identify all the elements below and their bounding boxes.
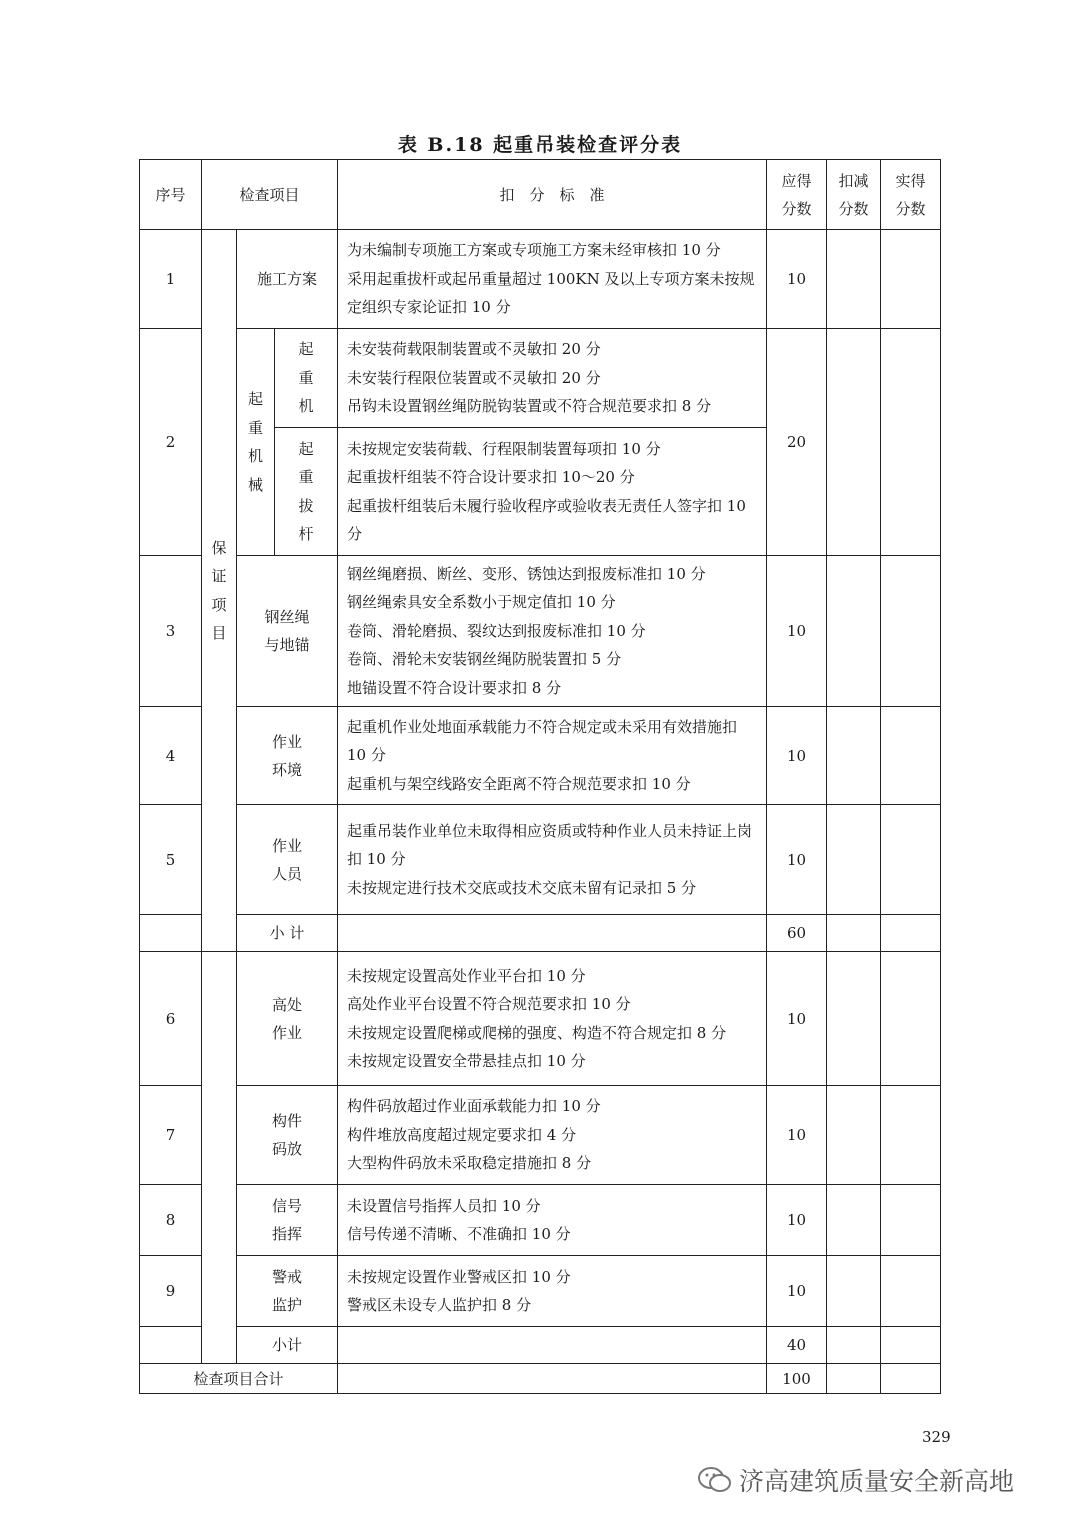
criteria-line: 采用起重拔杆或起吊重量超过 100KN 及以上专项方案未按规定组织专家论证扣 10 分 [347, 269, 755, 317]
row-criteria [338, 230, 767, 329]
item-line: 环境 [271, 760, 302, 779]
item-line: 高处 [271, 995, 302, 1014]
vertical-label: 起重机 [298, 340, 314, 416]
row-seq: 8 [140, 1185, 202, 1256]
row-criteria [338, 329, 767, 428]
criteria-line: 未按规定安装荷载、行程限制装置每项扣 10 分 [347, 439, 661, 458]
row-item [237, 707, 338, 805]
vertical-label: 起重拔杆 [298, 439, 314, 543]
criteria-line: 起重拔杆组装不符合设计要求扣 10～20 分 [347, 468, 635, 487]
table-row [140, 556, 941, 707]
criteria-line: 高处作业平台设置不符合规范要求扣 10 分 [347, 995, 631, 1014]
text-line: 分数 [895, 199, 926, 218]
row-score: 10 [767, 1185, 827, 1256]
subtotal-seq-empty [140, 1327, 202, 1364]
text-line: 实得 [895, 171, 926, 190]
deduct-score-cell [827, 1086, 881, 1185]
table-row [140, 1327, 941, 1364]
row-score: 10 [767, 707, 827, 805]
row-subitem [275, 329, 338, 428]
criteria-line: 卷筒、滑轮磨损、裂纹达到报废标准扣 10 分 [347, 621, 646, 640]
table-row [140, 329, 941, 428]
item-line: 码放 [271, 1140, 302, 1159]
row-score: 10 [767, 1086, 827, 1185]
criteria-line: 起重拔杆组装后未履行验收程序或验收表无责任人签字扣 10 分 [347, 496, 746, 543]
total-score: 100 [767, 1364, 827, 1394]
text-line: 扣减 [838, 171, 869, 190]
item-line: 钢丝绳 [264, 608, 310, 627]
table-row [140, 915, 941, 952]
row-criteria [338, 805, 767, 915]
total-criteria-empty [338, 1364, 767, 1394]
deduct-score-cell [827, 952, 881, 1086]
row-seq: 5 [140, 805, 202, 915]
subtotal-label: 小计 [237, 1327, 338, 1364]
header-due-score [767, 160, 827, 230]
row-criteria [338, 428, 767, 556]
item-line: 构件 [271, 1112, 302, 1131]
group-guarantee [202, 230, 237, 952]
watermark-text: 济高建筑质量安全新高地 [739, 1467, 1015, 1496]
criteria-line: 构件堆放高度超过规定要求扣 4 分 [347, 1125, 577, 1144]
row-score: 10 [767, 805, 827, 915]
subtotal-score: 40 [767, 1327, 827, 1364]
row-item [237, 1256, 338, 1327]
actual-score-cell [881, 1086, 941, 1185]
actual-score-cell [881, 805, 941, 915]
criteria-line: 为未编制专项施工方案或专项施工方案未经审核扣 10 分 [347, 241, 721, 260]
subtotal-seq-empty [140, 915, 202, 952]
row-score: 20 [767, 329, 827, 556]
criteria-line: 起重机与架空线路安全距离不符合规范要求扣 10 分 [347, 774, 691, 793]
row-criteria [338, 1086, 767, 1185]
row-criteria [338, 1256, 767, 1327]
actual-score-cell [881, 230, 941, 329]
row-item [237, 556, 338, 707]
header-criteria: 扣 分 标 准 [338, 160, 767, 230]
actual-score-cell [881, 1327, 941, 1364]
criteria-line: 卷筒、滑轮未安装钢丝绳防脱装置扣 5 分 [347, 650, 622, 669]
subtotal-criteria-empty [338, 915, 767, 952]
criteria-line: 大型构件码放未采取稳定措施扣 8 分 [347, 1154, 592, 1173]
criteria-line: 未安装荷载限制装置或不灵敏扣 20 分 [347, 340, 601, 359]
criteria-line: 构件码放超过作业面承载能力扣 10 分 [347, 1097, 601, 1116]
item-line: 作业 [271, 732, 302, 751]
row-seq: 1 [140, 230, 202, 329]
criteria-line: 未安装行程限位装置或不灵敏扣 20 分 [347, 368, 601, 387]
deduct-score-cell [827, 1256, 881, 1327]
criteria-line: 起重吊装作业单位未取得相应资质或特种作业人员未持证上岗扣 10 分 [347, 821, 753, 869]
text-line: 分数 [781, 199, 812, 218]
actual-score-cell [881, 329, 941, 556]
deduct-score-cell [827, 1327, 881, 1364]
actual-score-cell [881, 952, 941, 1086]
deduct-score-cell [827, 915, 881, 952]
table-title: 表 B.18 起重吊装检查评分表 [397, 134, 683, 156]
row-score: 10 [767, 556, 827, 707]
item-line: 与地锚 [264, 636, 310, 655]
deduct-score-cell [827, 329, 881, 556]
row-criteria [338, 707, 767, 805]
deduct-score-cell [827, 556, 881, 707]
item-line: 信号 [271, 1197, 302, 1216]
text-line: 分数 [838, 199, 869, 218]
deduct-score-cell [827, 707, 881, 805]
row-seq: 4 [140, 707, 202, 805]
item-line: 警戒 [271, 1268, 302, 1287]
row-item [237, 805, 338, 915]
criteria-line: 起重机作业处地面承载能力不符合规定或未采用有效措施扣 10 分 [347, 717, 738, 765]
criteria-line: 吊钩未设置钢丝绳防脱钩装置或不符合规范要求扣 8 分 [347, 397, 712, 416]
criteria-line: 未按规定设置安全带悬挂点扣 10 分 [347, 1051, 586, 1070]
criteria-line: 钢丝绳索具安全系数小于规定值扣 10 分 [347, 593, 616, 612]
criteria-line: 信号传递不清晰、不准确扣 10 分 [347, 1225, 571, 1244]
row-item [237, 1185, 338, 1256]
row-seq: 2 [140, 329, 202, 556]
total-label: 检查项目合计 [140, 1364, 338, 1394]
criteria-line: 未按规定设置爬梯或爬梯的强度、构造不符合规定扣 8 分 [347, 1023, 727, 1042]
deduct-score-cell [827, 230, 881, 329]
row-score: 10 [767, 230, 827, 329]
row-criteria [338, 556, 767, 707]
row-seq: 6 [140, 952, 202, 1086]
row-item [237, 329, 275, 556]
actual-score-cell [881, 915, 941, 952]
criteria-line: 未按规定设置高处作业平台扣 10 分 [347, 966, 586, 985]
table-row [140, 160, 941, 230]
table-row [140, 952, 941, 1086]
item-line: 人员 [271, 864, 302, 883]
row-item: 施工方案 [237, 230, 338, 329]
table-row [140, 1086, 941, 1185]
header-actual-score [881, 160, 941, 230]
group-general [202, 952, 237, 1364]
table-row [140, 805, 941, 915]
deduct-score-cell [827, 1185, 881, 1256]
criteria-line: 警戒区未设专人监护扣 8 分 [347, 1296, 532, 1315]
item-line: 作业 [271, 836, 302, 855]
row-seq: 7 [140, 1086, 202, 1185]
actual-score-cell [881, 1256, 941, 1327]
table-row [140, 1256, 941, 1327]
table-row [140, 230, 941, 329]
actual-score-cell [881, 1364, 941, 1394]
header-item: 检查项目 [202, 160, 338, 230]
table-row [140, 1185, 941, 1256]
watermark [697, 1462, 1014, 1498]
header-seq: 序号 [140, 160, 202, 230]
actual-score-cell [881, 707, 941, 805]
criteria-line: 未按规定进行技术交底或技术交底未留有记录扣 5 分 [347, 878, 697, 897]
criteria-line: 未设置信号指挥人员扣 10 分 [347, 1196, 541, 1215]
row-item [237, 1086, 338, 1185]
row-subitem [275, 428, 338, 556]
wechat-icon [697, 1466, 733, 1494]
actual-score-cell [881, 556, 941, 707]
subtotal-label: 小 计 [237, 915, 338, 952]
row-score: 10 [767, 952, 827, 1086]
subtotal-score: 60 [767, 915, 827, 952]
actual-score-cell [881, 1185, 941, 1256]
criteria-line: 钢丝绳磨损、断丝、变形、锈蚀达到报废标准扣 10 分 [347, 565, 706, 583]
criteria-line: 未按规定设置作业警戒区扣 10 分 [347, 1267, 571, 1286]
header-deduct-score [827, 160, 881, 230]
page-number: 329 [922, 1428, 951, 1446]
item-line: 作业 [271, 1023, 302, 1042]
subtotal-criteria-empty [338, 1327, 767, 1364]
criteria-line: 地锚设置不符合设计要求扣 8 分 [347, 678, 562, 697]
deduct-score-cell [827, 805, 881, 915]
vertical-label: 起重机械 [247, 390, 263, 494]
row-seq: 9 [140, 1256, 202, 1327]
table-row [140, 707, 941, 805]
item-line: 指挥 [271, 1225, 302, 1244]
row-criteria [338, 1185, 767, 1256]
scoring-table [139, 159, 941, 1394]
row-item [237, 952, 338, 1086]
table-row [140, 1364, 941, 1394]
item-line: 监护 [271, 1296, 302, 1315]
group-label: 保证项目 [211, 538, 227, 643]
row-score: 10 [767, 1256, 827, 1327]
row-seq: 3 [140, 556, 202, 707]
text-line: 应得 [781, 171, 812, 190]
deduct-score-cell [827, 1364, 881, 1394]
row-criteria [338, 952, 767, 1086]
